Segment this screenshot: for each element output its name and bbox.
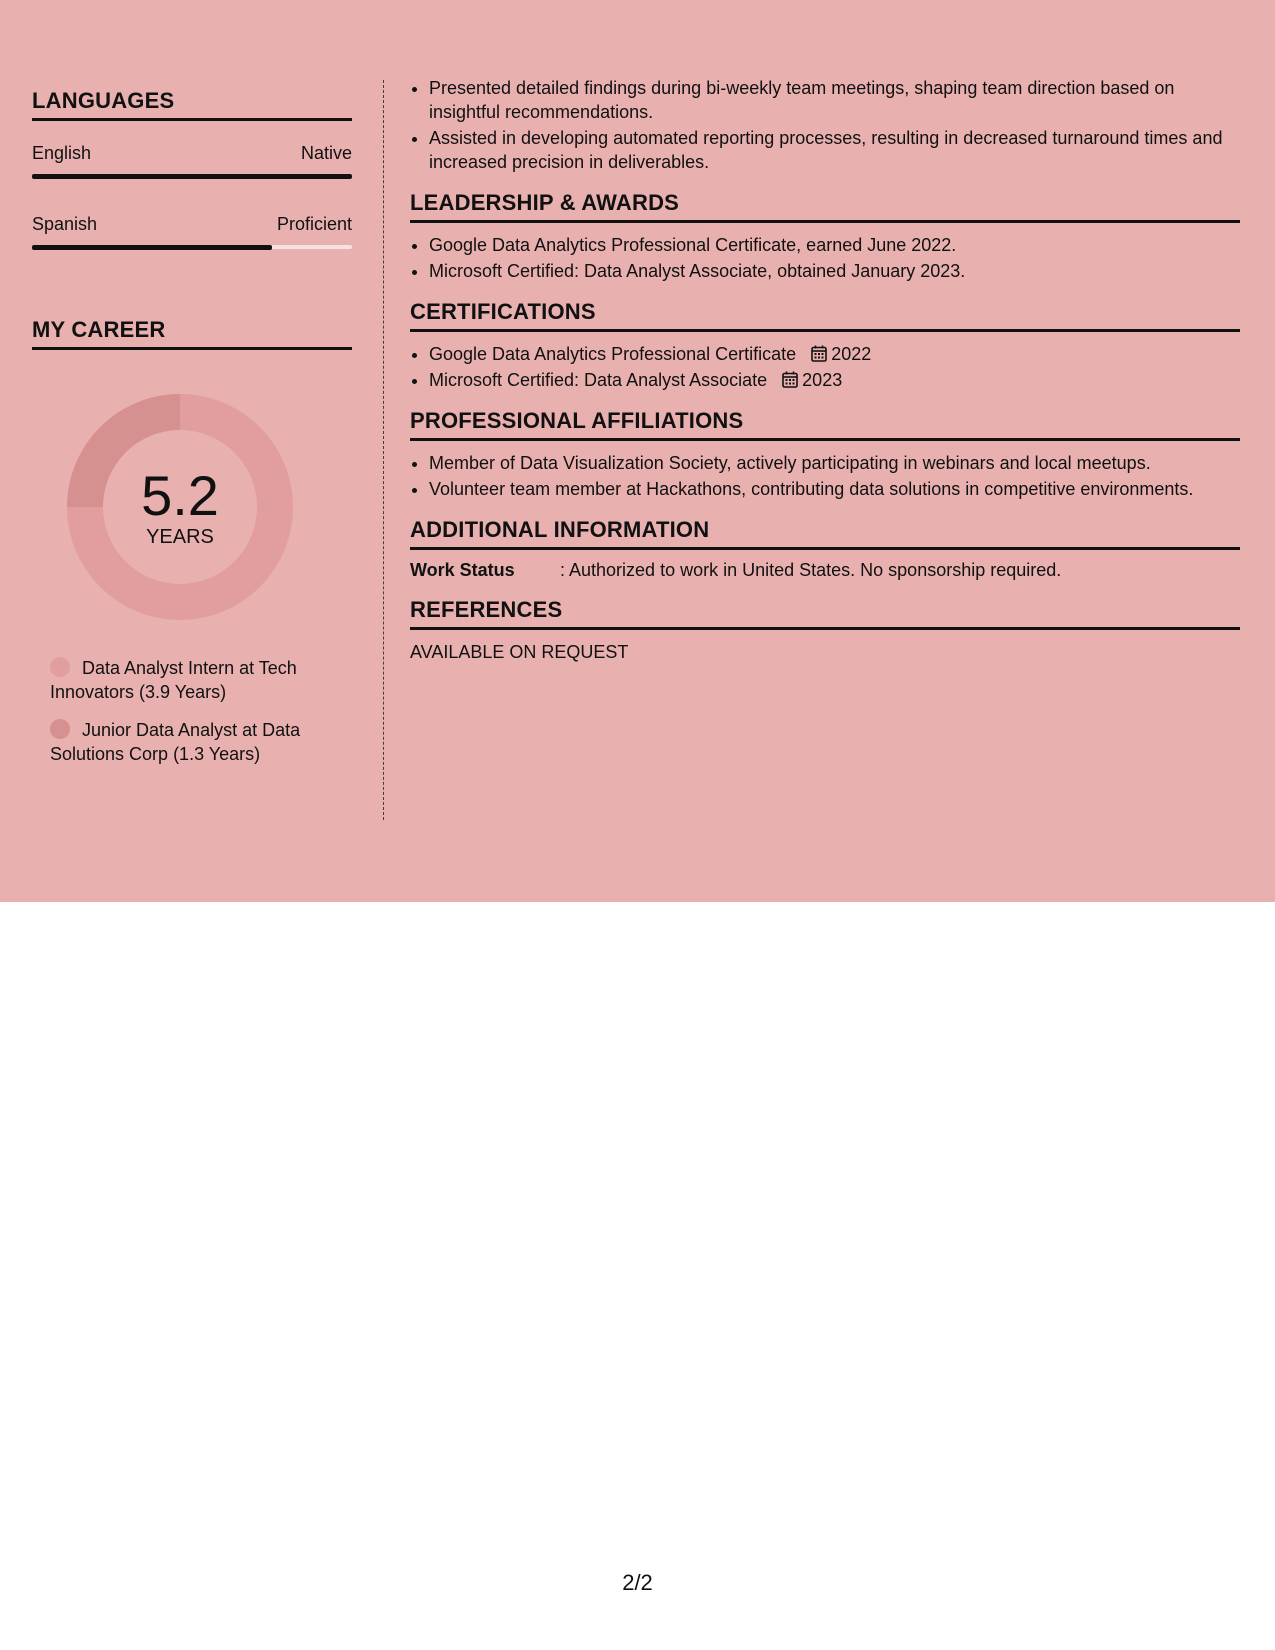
sidebar <box>32 88 352 780</box>
career-total <box>67 394 293 620</box>
language-name: Spanish <box>32 214 98 234</box>
work-status-label: Work Status <box>410 560 515 580</box>
list-item: • Volunteer team member at Hackathons, contributing data solutions in competitive environments. <box>429 477 1240 501</box>
certifications-title: CERTIFICATIONS <box>410 299 1240 332</box>
leadership-list <box>410 233 1240 283</box>
language-bar <box>32 245 352 249</box>
work-status-value: : Authorized to work in United States. No sponsorship required. <box>560 560 1062 580</box>
languages-title: LANGUAGES <box>32 88 352 121</box>
list-item: • Microsoft Certified: Data Analyst Associate, obtained January 2023. <box>429 259 1240 283</box>
certification-name: Microsoft Certified: Data Analyst Associate <box>429 370 768 390</box>
list-item: • Google Data Analytics Professional Certificate, earned June 2022. <box>429 233 1240 257</box>
language-level: Native <box>300 143 352 163</box>
certification-name: Google Data Analytics Professional Certificate <box>429 344 797 364</box>
certifications-list <box>410 342 1240 392</box>
language-bar-fill <box>32 245 272 250</box>
main-content <box>410 76 1240 663</box>
career-legend-item <box>50 656 340 704</box>
leadership-title: LEADERSHIP & AWARDS <box>410 190 1240 223</box>
calendar-icon <box>782 371 798 388</box>
language-bar <box>32 174 352 178</box>
career-donut-chart <box>67 394 293 620</box>
language-level: Proficient <box>276 214 352 234</box>
affiliations-list <box>410 451 1240 501</box>
legend-label: Data Analyst Intern at Tech Innovators (3.9 Years) <box>50 658 297 702</box>
calendar-icon <box>811 345 827 362</box>
legend-label: Junior Data Analyst at Data Solutions Corp (1.3 Years) <box>50 720 301 764</box>
career-total-value: 5.2 <box>141 463 219 527</box>
page-number: 2/2 <box>622 1570 653 1595</box>
career-total-unit: YEARS <box>146 525 214 548</box>
certification-year: 2022 <box>831 344 872 364</box>
language-item <box>32 214 352 249</box>
legend-dot <box>50 657 70 677</box>
language-item <box>32 143 352 178</box>
work-status-row <box>410 560 1240 581</box>
list-item <box>429 368 1240 392</box>
references-text: AVAILABLE ON REQUEST <box>410 642 629 662</box>
experience-bullets <box>410 76 1240 174</box>
career-legend <box>50 656 340 766</box>
column-divider <box>383 80 384 820</box>
list-item: • Assisted in developing automated reporting processes, resulting in decreased turnaround times and increased precision in deliverables. <box>429 126 1240 174</box>
career-title: MY CAREER <box>32 317 352 350</box>
certification-year: 2023 <box>802 370 843 390</box>
language-bar-fill <box>32 174 352 179</box>
language-name: English <box>32 143 92 163</box>
list-item <box>429 342 1240 366</box>
list-item: • Presented detailed findings during bi-weekly team meetings, shaping team direction based on insightful recommendations. <box>429 76 1240 124</box>
career-legend-item <box>50 718 340 766</box>
legend-dot <box>50 719 70 739</box>
references-title: REFERENCES <box>410 597 1240 630</box>
additional-info-title: ADDITIONAL INFORMATION <box>410 517 1240 550</box>
affiliations-title: PROFESSIONAL AFFILIATIONS <box>410 408 1240 441</box>
list-item: • Member of Data Visualization Society, actively participating in webinars and local meetups. <box>429 451 1240 475</box>
